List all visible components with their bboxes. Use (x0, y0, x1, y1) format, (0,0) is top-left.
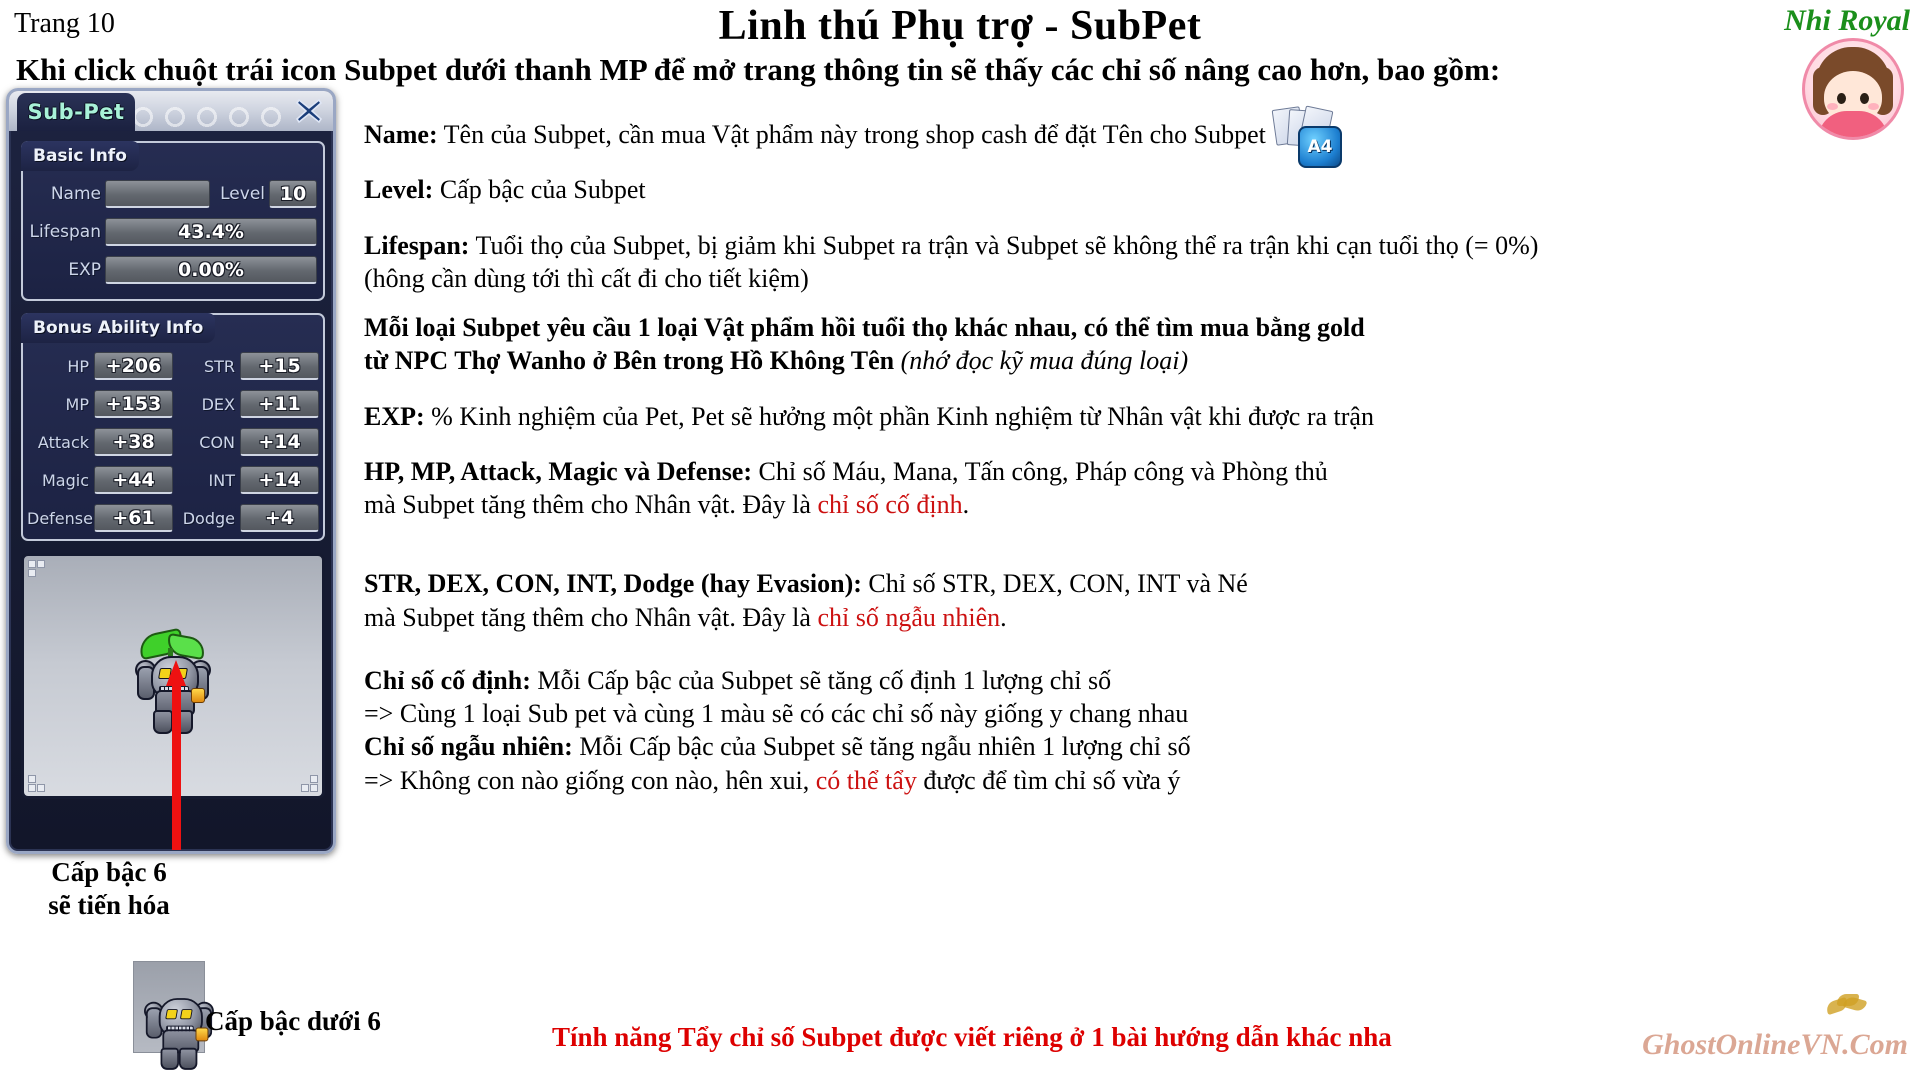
stat-con (173, 425, 319, 459)
stat-value: +206 (94, 352, 173, 380)
stat-label: CON (199, 432, 235, 452)
page-number: Trang 10 (14, 8, 115, 39)
text-name: Tên của Subpet, cần mua Vật phẩm này trong shop cash để đặt Tên cho Subpet (437, 120, 1266, 149)
stat-value: +14 (240, 466, 319, 494)
para-exp (364, 400, 1904, 433)
stat-label: INT (208, 470, 235, 490)
stat-value: +38 (94, 428, 173, 456)
level-label: Level (220, 184, 265, 204)
label-lifespan: Lifespan: (364, 230, 470, 260)
bonus-ability-panel (21, 313, 325, 541)
text-random-stats-highlight: chỉ số ngẫu nhiên (817, 602, 1001, 632)
label-summary-fixed: Chỉ số cố định: (364, 665, 531, 695)
stat-label: Defense (27, 508, 93, 528)
watermark: GhostOnlineVN.Com (1642, 1028, 1908, 1061)
text-random-stats: Chỉ số STR, DEX, CON, INT và Né (861, 569, 1248, 599)
corner-ornament (295, 769, 317, 791)
stat-value: +44 (94, 466, 173, 494)
stat-label: Dodge (182, 508, 235, 528)
brand-name: Nhi Royal (1784, 4, 1910, 37)
tab-bonus-ability[interactable] (21, 313, 215, 343)
evolve-caption-line1: Cấp bậc 6 (51, 857, 167, 887)
label-random-stats: STR, DEX, CON, INT, Dodge (hay Evasion): (364, 569, 862, 599)
stat-value: +153 (94, 390, 173, 418)
row-exp (23, 251, 323, 289)
text-exp: % Kinh nghiệm của Pet, Pet sẽ hưởng một phần Kinh nghiệm từ Nhân vật khi được ra trận (424, 401, 1374, 431)
bonus-stat-grid (23, 349, 323, 535)
level-value: 10 (269, 180, 317, 208)
text-random-stats-2a: mà Subpet tăng thêm cho Nhân vật. Đây là (364, 602, 818, 632)
text-summary-fixed-arrow: => Cùng 1 loại Sub pet và cùng 1 màu sẽ có các chỉ số này giống y chang nhau (364, 699, 1189, 729)
para-fixed-stats (364, 455, 1904, 522)
text-fixed-stats-highlight: chỉ số cố định (817, 490, 963, 520)
stat-value: +4 (240, 504, 319, 532)
page-title: Linh thú Phụ trợ - SubPet (718, 3, 1202, 49)
text-summary-random-arrow-a: => Không con nào giống con nào, hên xui, (364, 765, 816, 795)
corner-ornament (29, 769, 51, 791)
text-summary-random: Mỗi Cấp bậc của Subpet sẽ tăng ngẫu nhiên 1 lượng chỉ số (572, 732, 1191, 762)
name-label: Name (50, 184, 101, 204)
stat-label: Magic (41, 470, 89, 490)
stat-mp (27, 387, 173, 421)
stat-attack (27, 425, 173, 459)
stat-value: +11 (240, 390, 319, 418)
name-input[interactable] (105, 180, 210, 208)
row-name (23, 175, 323, 213)
stat-defense (27, 501, 173, 535)
label-level: Level: (364, 175, 434, 205)
evolve-caption (44, 856, 174, 922)
text-item-line1: Mỗi loại Subpet yêu cầu 1 loại Vật phẩm hồi tuổi thọ khác nhau, có thể tìm mua bằng gold (364, 313, 1365, 343)
para-level (364, 173, 1904, 206)
lower-caption: Cấp bậc dưới 6 (205, 1006, 381, 1036)
text-random-stats-2b: . (1000, 602, 1007, 632)
tab-basic-info[interactable] (21, 141, 139, 171)
row-lifespan (23, 213, 323, 251)
lifespan-value: 43.4% (105, 218, 317, 246)
text-summary-fixed: Mỗi Cấp bậc của Subpet sẽ tăng cố định 1 lượng chỉ số (530, 665, 1112, 695)
pet-sprite-base-box (133, 961, 205, 1053)
stat-hp (27, 349, 173, 383)
stat-dodge (173, 501, 319, 535)
corner-ornament (29, 561, 51, 583)
basic-info-rows (23, 175, 323, 289)
subpet-title: Sub-Pet (27, 100, 125, 124)
label-exp: EXP: (364, 401, 425, 431)
para-lifespan (364, 229, 1904, 296)
text-summary-random-highlight: có thể tẩy (815, 765, 917, 795)
text-fixed-stats: Chỉ số Máu, Mana, Tấn công, Pháp công và Phòng thủ (752, 456, 1328, 486)
stat-magic (27, 463, 173, 497)
stat-dex (173, 387, 319, 421)
text-level: Cấp bậc của Subpet (433, 175, 646, 205)
text-fixed-stats-2a: mà Subpet tăng thêm cho Nhân vật. Đây là (364, 490, 818, 520)
intro-text: Khi click chuột trái icon Subpet dưới thanh MP để mở trang thông tin sẽ thấy các chỉ số nâng cao hơn, bao gồm: (16, 52, 1501, 87)
pet-sprite-base (144, 976, 214, 1068)
exp-label: EXP (68, 260, 101, 280)
text-lifespan: Tuổi thọ của Subpet, bị giảm khi Subpet ra trận và Subpet sẽ không thể ra trận khi cạn tuổi thọ (= 0%) (469, 230, 1539, 260)
stat-label: HP (67, 356, 89, 376)
text-item-note: (nhớ đọc kỹ mua đúng loại) (894, 346, 1189, 376)
stat-str (173, 349, 319, 383)
stat-label: STR (203, 356, 235, 376)
label-summary-random: Chỉ số ngẫu nhiên: (364, 732, 573, 762)
stat-label: Attack (37, 432, 89, 452)
stat-label: DEX (201, 394, 235, 414)
evolution-arrow (166, 660, 186, 850)
exp-value: 0.00% (105, 256, 317, 284)
para-summary (364, 664, 1904, 797)
para-name (364, 118, 1904, 151)
watermark-leaf-icon (1826, 994, 1866, 1020)
guide-body (364, 118, 1904, 819)
text-lifespan-note: (hông cần dùng tới thì cất đi cho tiết kiệm) (364, 263, 809, 293)
text-fixed-stats-2b: . (962, 490, 970, 520)
stat-value: +61 (94, 504, 173, 532)
text-summary-random-arrow-b: được để tìm chỉ số vừa ý (916, 765, 1181, 795)
brand-logo (1764, 2, 1914, 132)
evolve-caption-line2: sẽ tiến hóa (48, 889, 170, 920)
text-item-npc: từ NPC Thợ Wanho ở Bên trong Hồ Không Tên (364, 346, 895, 376)
stat-value: +15 (240, 352, 319, 380)
label-fixed-stats: HP, MP, Attack, Magic và Defense: (364, 456, 753, 486)
stat-int (173, 463, 319, 497)
label-name: Name: (364, 120, 438, 149)
para-item-source (364, 311, 1904, 378)
cash-icon-badge: A4 (1298, 126, 1342, 168)
lifespan-label: Lifespan (29, 222, 101, 242)
bonus-ability-label: Bonus Ability Info (33, 318, 204, 338)
para-random-stats (364, 567, 1904, 634)
subpet-titlebar[interactable] (9, 91, 333, 131)
basic-info-panel (21, 141, 325, 301)
basic-info-label: Basic Info (33, 146, 127, 166)
stat-value: +14 (240, 428, 319, 456)
close-icon[interactable] (294, 96, 324, 126)
stat-label: MP (65, 394, 89, 414)
footer-notice: Tính năng Tẩy chỉ số Subpet được viết riêng ở 1 bài hướng dẫn khác nha (552, 1022, 1392, 1052)
tab-subpet[interactable] (17, 93, 135, 131)
